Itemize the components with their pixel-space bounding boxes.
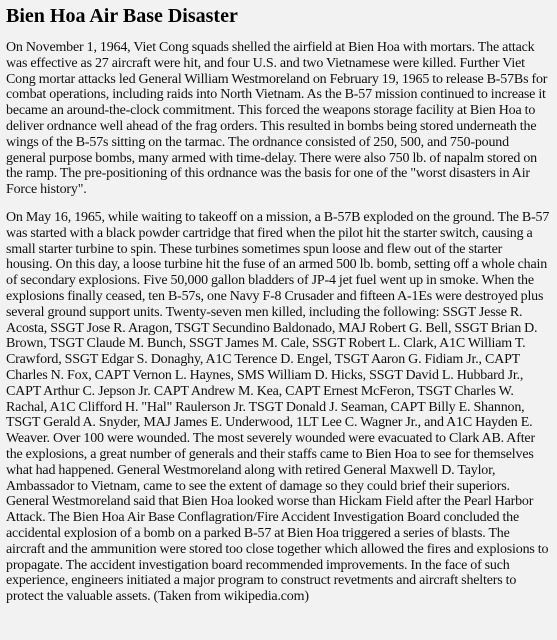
paragraph-2: On May 16, 1965, while waiting to takeoff on a mission, a B-57B exploded on the ground. The B-57 was started with a black powder cartridge that fired when the pilot hit the starter switch, causing a small starter turbine to spin. These turbines sometimes spun loose and flew out of the starter housing. On this day, a loose turbine hit the fuse of an armed 500 lb. bomb, setting off a whole chain of secondary explosions. Five 50,000 gallon bladders of JP-4 jet fuel went up in smoke. When the explosions finally ceased, ten B-57s, one Navy F-8 Crusader and fifteen A-1Es were destroyed plus several ground support units. Twenty-seven men killed, including the following: SSGT Jesse R. Acosta, SSGT Jose R. Aragon, TSGT Secundino Baldonado, MAJ Robert G. Bell, SSGT Brian D. Brown, TSGT Claude M. Bunch, SSGT James M. Cale, SSGT Robert L. Clark, A1C William T. Crawford, SSGT Edgar S. Donaghy, A1C Terence D. Engel, TSGT Aaron G. Fidiam Jr., CAPT Charles N. Fox, CAPT Vernon L. Haynes, SMS William D. Hicks, SSGT David L. Hubbard Jr., CAPT Arthur C. Jepson Jr. CAPT Andrew M. Kea, CAPT Ernest McFeron, TSGT Charles W. Rachal, A1C Clifford H. "Hal" Raulerson Jr. TSGT Donald J. Seaman, CAPT Billy E. Shannon, TSGT Gerald A. Snyder, MAJ James E. Underwood, 1LT Lee C. Wagner Jr., and A1C Hayden E. Weaver. Over 100 were wounded. The most severely wounded were evacuated to Clark AB. After the explosions, a great number of generals and their staffs came to Bien Hoa to see for themselves what had happened. General Westmoreland along with retired General Maxwell D. Taylor, Ambassador to Vietnam, came to see the extent of damage so they could brief their superiors. General Westmoreland said that Bien Hoa looked worse than Hickam Field after the Pearl Harbor Attack. The Bien Hoa Air Base Conflagration/Fire Accident Investigation Board concluded the accidental explosion of a bomb on a parked B-57 at Bien Hoa triggered a series of blasts. The aircraft and the ammunition were stored too close together which allowed the fires and explosions to propagate. The accident investigation board recommended improvements. In the face of such experience, engineers initiated a major program to construct revetments and aircraft shelters to protect the valuable assets. (Taken from wikipedia.com): [6, 209, 550, 605]
document-title: Bien Hoa Air Base Disaster: [6, 5, 238, 27]
paragraph-1: On November 1, 1964, Viet Cong squads shelled the airfield at Bien Hoa with mortars. The attack was effective as 27 aircraft were hit, and four U.S. and two Vietnamese were killed. Further Viet Cong mortar attacks led General William Westmoreland on February 19, 1965 to release B-57Bs for combat operations, including raids into North Vietnam. As the B-57 mission continued to increase it became an around-the-clock commitment. This forced the weapons storage facility at Bien Hoa to deliver ordnance well ahead of the frag orders. This resulted in bombs being stored underneath the wings of the B-57s sitting on the tarmac. The ordnance consisted of 250, 500, and 750-pound general purpose bombs, many armed with time-delay. There were also 750 lb. of napalm stored on the ramp. The pre-positioning of this ordnance was the basis for one of the "worst disasters in Air Force history".: [6, 40, 548, 198]
